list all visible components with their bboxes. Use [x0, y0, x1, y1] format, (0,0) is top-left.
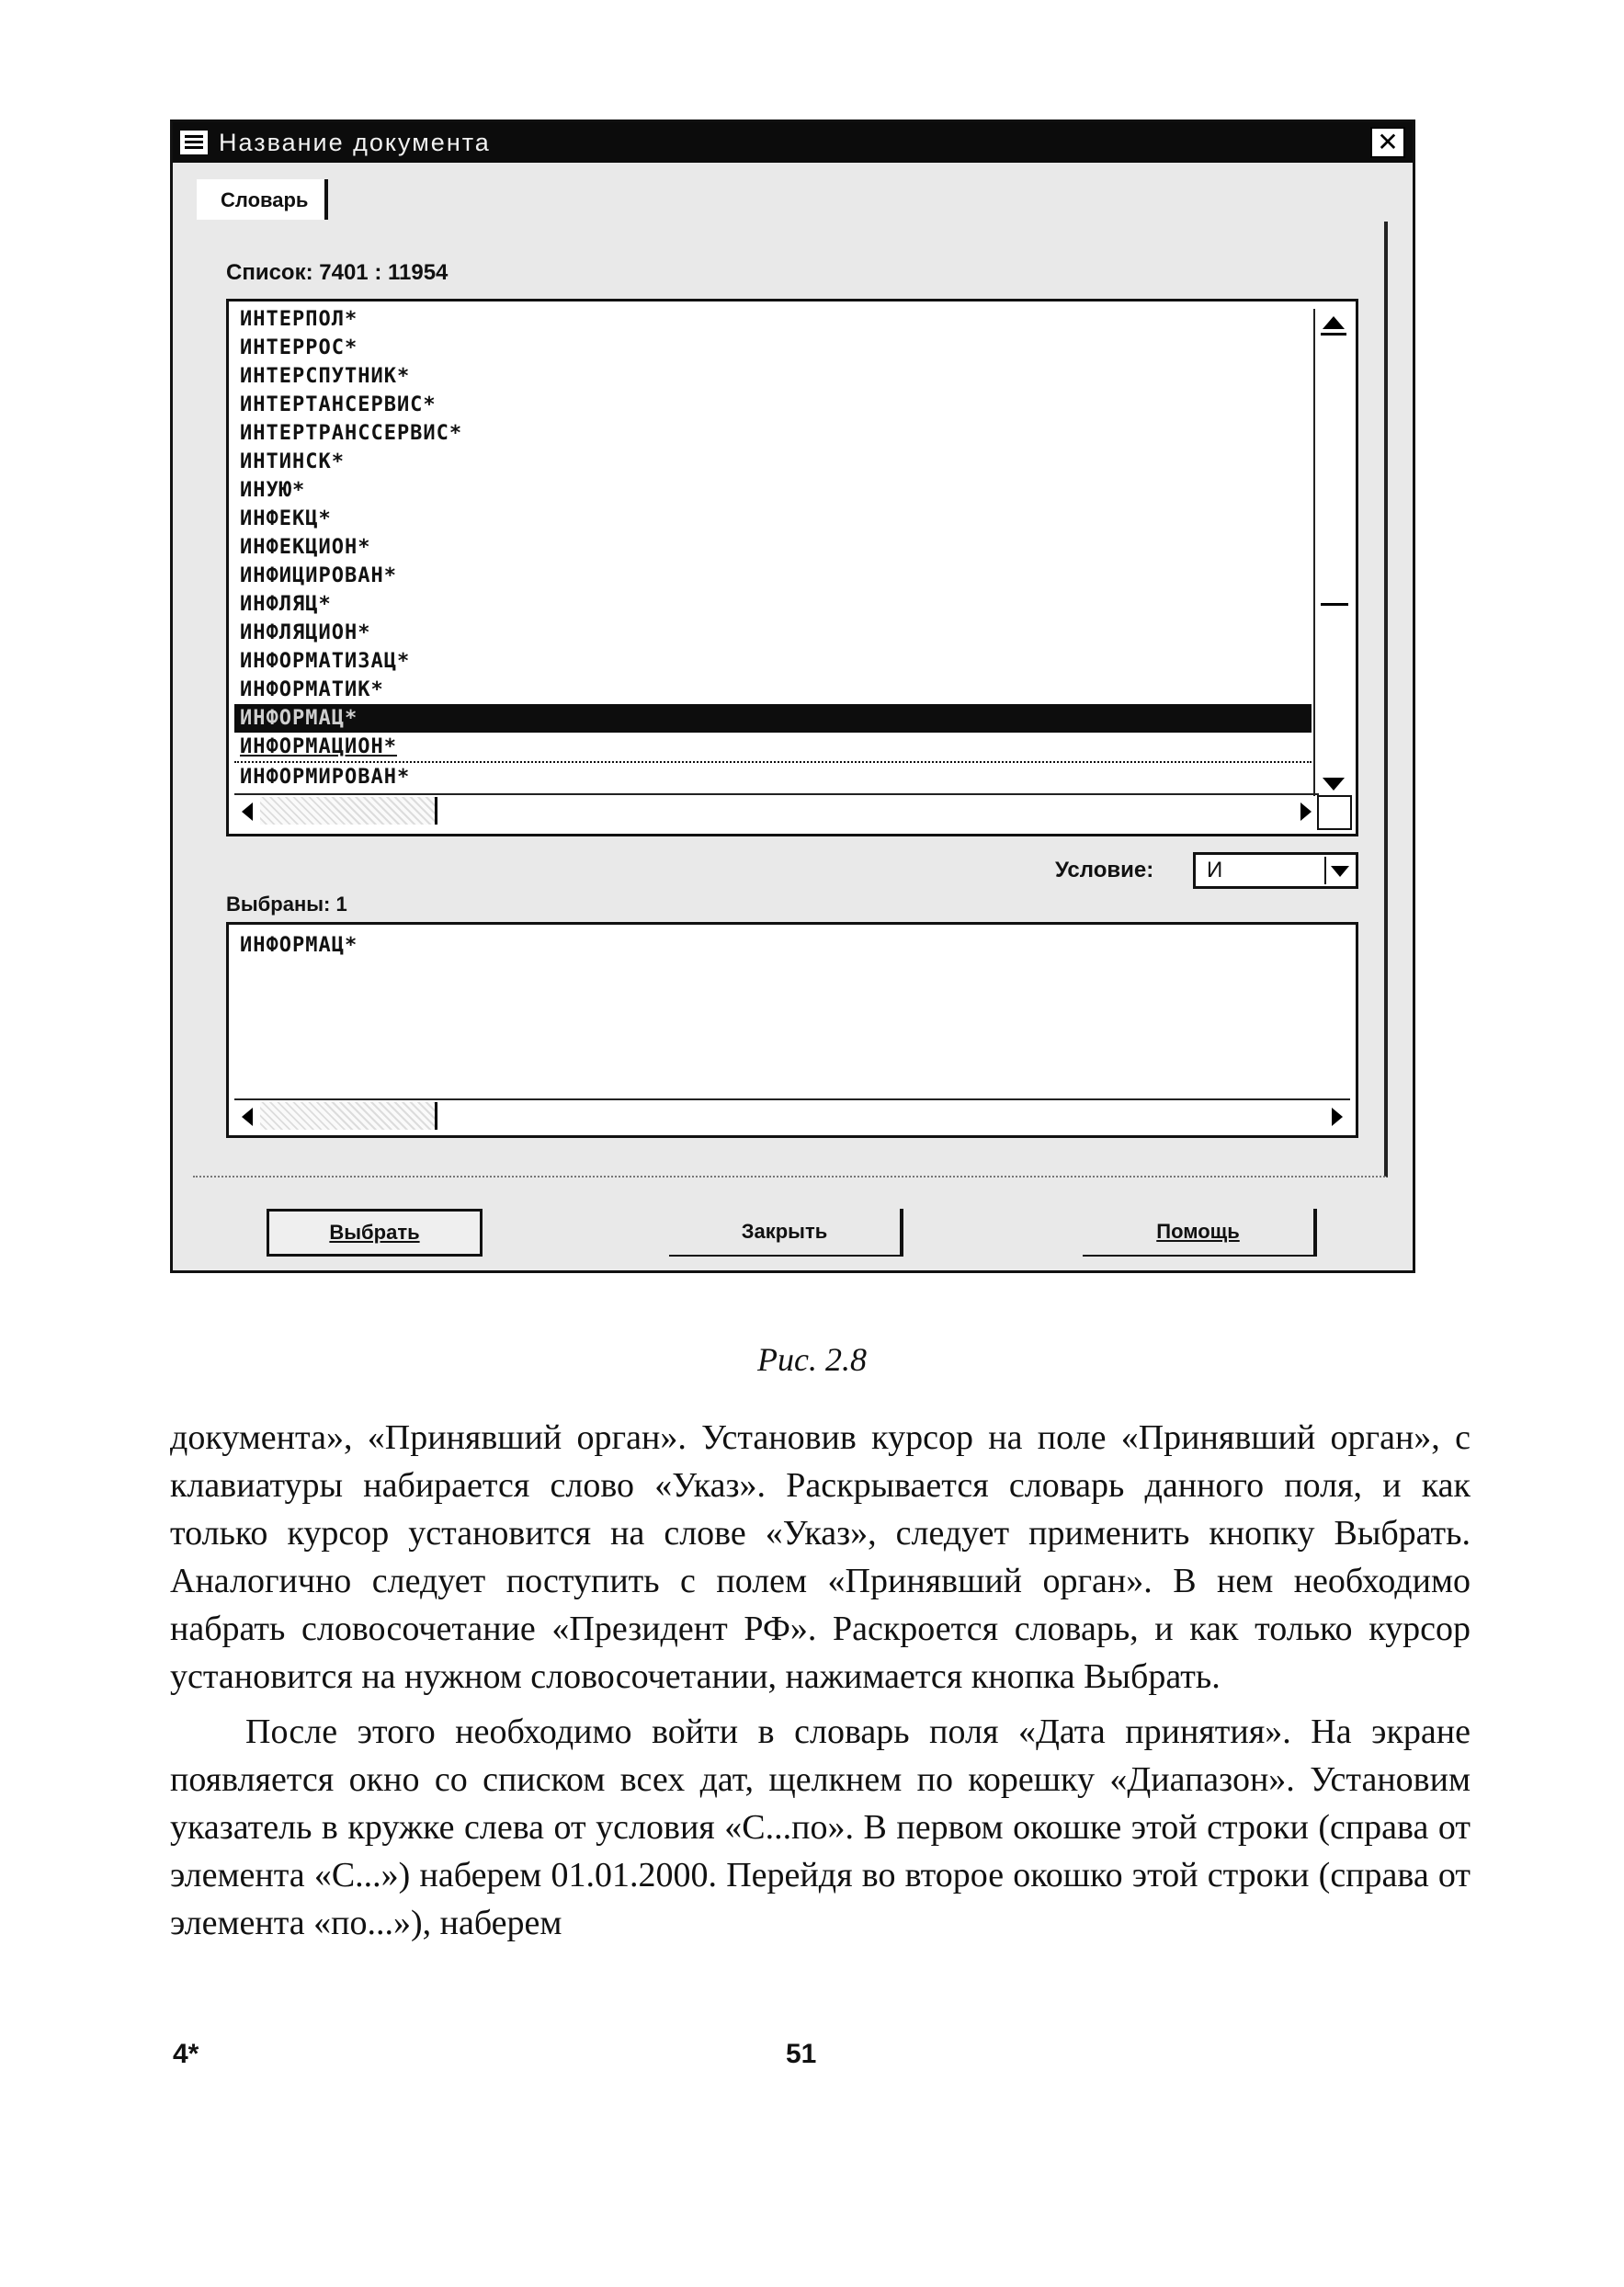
list-item[interactable]: ИНТЕРТАНСЕРВИС* — [240, 393, 437, 416]
body-text — [170, 1414, 1471, 1947]
list-item[interactable]: ИНФОРМАЦИОН* — [234, 733, 1312, 763]
list-item[interactable]: ИНФЛЯЦИОН* — [240, 621, 371, 644]
tab-dictionary[interactable]: Словарь — [197, 179, 328, 220]
list-item[interactable]: ИНТЕРПОЛ* — [240, 308, 358, 331]
scroll-down-icon[interactable] — [1323, 778, 1345, 791]
list-item[interactable]: ИНФОРМАЦ* — [234, 704, 1312, 733]
list-item[interactable]: ИНУЮ* — [240, 479, 306, 502]
close-icon[interactable]: ✕ — [1370, 127, 1405, 158]
list-counter-label: Список: 7401 : 11954 — [226, 260, 449, 285]
scroll-up-icon[interactable] — [1323, 316, 1345, 329]
selected-item[interactable]: ИНФОРМАЦ* — [240, 934, 358, 957]
list-item[interactable]: ИНФЕКЦИОН* — [240, 536, 371, 559]
selected-listbox[interactable] — [226, 922, 1358, 1138]
scroll-left-icon[interactable] — [242, 802, 253, 821]
condition-select[interactable] — [1193, 852, 1358, 889]
paragraph: документа», «Принявший орган». Установив курсор на поле «Принявший орган», с клавиатуры набирается слово «Указ». Раскрывается словарь данного поля, и как только курсор установится на слове «Указ», следует применить кнопку Выбрать. Аналогично следует поступить с полем «Принявший орган». В нем необходимо набрать словосочетание «Президент РФ». Раскроется словарь, и как только курсор установится на нужном словосочетании, нажимается кнопка Выбрать. — [170, 1418, 1471, 1696]
condition-label: Условие: — [1055, 858, 1154, 882]
scroll-right-icon[interactable] — [1332, 1108, 1343, 1126]
selected-count-label: Выбраны: 1 — [226, 893, 347, 916]
dictionary-listbox[interactable] — [226, 299, 1358, 836]
title-bar[interactable] — [173, 122, 1413, 163]
hscroll-thumb[interactable] — [260, 1102, 437, 1130]
listbox-items — [234, 305, 1312, 791]
list-item[interactable]: ИНФЕКЦ* — [240, 507, 332, 530]
chevron-down-icon[interactable] — [1324, 857, 1354, 884]
hscroll-thumb[interactable] — [260, 797, 437, 825]
scroll-right-icon[interactable] — [1300, 802, 1312, 821]
window-icon — [180, 131, 208, 154]
horizontal-scrollbar[interactable] — [234, 793, 1319, 828]
close-button[interactable]: Закрыть — [669, 1209, 903, 1257]
list-item[interactable]: ИНФИЦИРОВАН* — [240, 564, 397, 587]
list-item[interactable]: ИНФОРМИРОВАН* — [240, 766, 411, 789]
figure-caption: Рис. 2.8 — [757, 1341, 867, 1378]
condition-value: И — [1207, 858, 1223, 882]
scroll-thumb[interactable] — [1321, 603, 1348, 606]
list-item[interactable]: ИНТИНСК* — [240, 450, 345, 473]
list-item[interactable]: ИНФЛЯЦ* — [240, 593, 332, 616]
selected-horizontal-scrollbar[interactable] — [234, 1098, 1350, 1132]
scroll-corner — [1317, 795, 1352, 830]
list-item[interactable]: ИНФОРМАТИК* — [240, 678, 384, 701]
window-title: Название документа — [219, 128, 491, 156]
select-button[interactable]: Выбрать — [267, 1209, 483, 1257]
signature-mark: 4* — [173, 2039, 199, 2069]
list-item[interactable]: ИНТЕРСПУТНИК* — [240, 365, 411, 388]
scroll-left-icon[interactable] — [242, 1108, 253, 1126]
page-number: 51 — [786, 2039, 817, 2069]
paragraph: После этого необходимо войти в словарь поля «Дата принятия». На экране появляется окно со списком всех дат, щелкнем по корешку «Диапазон». Установим указатель в кружке слева от условия «С...по». В первом окошке этой строки (справа от элемента «С...») наберем 01.01.2000. Перейдя во второе окошко этой строки (справа от элемента «по...»), наберем — [170, 1712, 1471, 1942]
help-button[interactable]: Помощь — [1083, 1209, 1317, 1257]
vertical-scrollbar[interactable] — [1313, 309, 1352, 796]
list-item[interactable]: ИНТЕРРОС* — [240, 336, 358, 359]
list-item[interactable]: ИНТЕРТРАНССЕРВИС* — [240, 422, 463, 445]
list-item[interactable]: ИНФОРМАТИЗАЦ* — [240, 650, 411, 673]
dialog-window — [170, 119, 1415, 1273]
